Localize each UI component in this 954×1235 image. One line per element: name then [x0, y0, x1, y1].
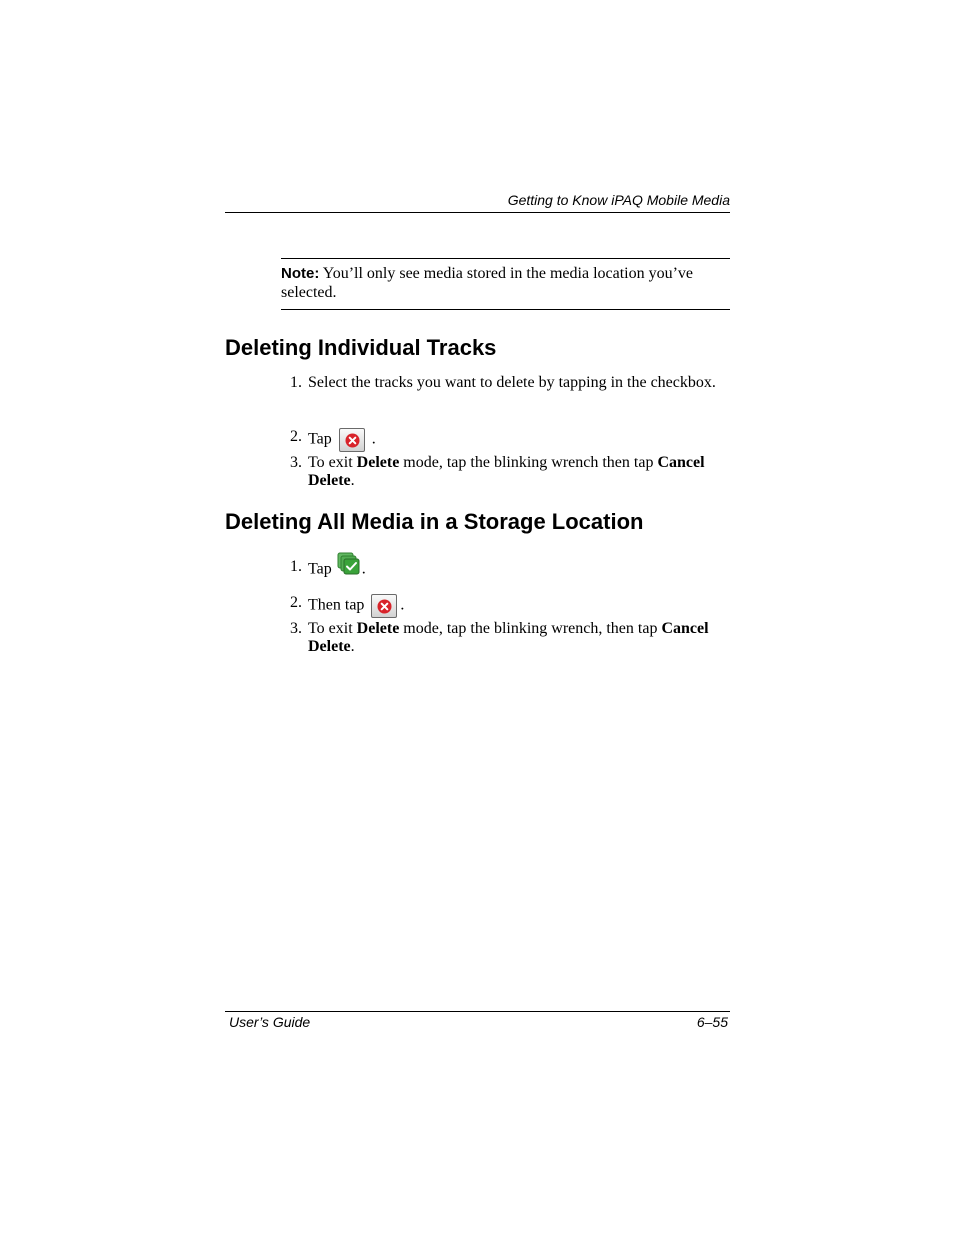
step-text	[308, 594, 730, 618]
step-text-pre: Tap	[308, 430, 332, 448]
note-bottom-rule	[281, 309, 730, 310]
step-number: 2.	[290, 594, 302, 611]
running-footer	[229, 1012, 728, 1032]
step-text-part: To exit	[308, 454, 357, 471]
step-text	[308, 620, 730, 656]
select-all-icon	[336, 558, 362, 582]
footer-guide-title: User’s Guide	[229, 1014, 311, 1030]
step-text: Select the tracks you want to delete by tapping in the checkbox.	[308, 374, 716, 391]
step-bold-cancel-delete: Cancel Delete	[308, 454, 705, 489]
step-number: 2.	[290, 428, 302, 445]
step-text	[308, 558, 730, 582]
header-rule	[225, 212, 730, 213]
step-text	[308, 428, 730, 452]
step-number: 1.	[290, 374, 302, 391]
step-number: 3.	[290, 620, 302, 637]
step-text-post: .	[361, 560, 366, 578]
note-label: Note:	[281, 265, 320, 282]
step-text-part: mode, tap the blinking wrench, then tap	[399, 620, 662, 637]
step-text-post: .	[371, 430, 376, 448]
section-heading-individual-tracks: Deleting Individual Tracks	[225, 335, 497, 360]
step-text-part: To exit	[308, 620, 357, 637]
page-number: 6–55	[696, 1014, 728, 1030]
note-box	[281, 264, 730, 302]
step-number: 1.	[290, 558, 302, 575]
step-text-part: .	[350, 638, 355, 655]
note-text: You’ll only see media stored in the media location you’ve selected.	[281, 265, 694, 301]
step-text-part: mode, tap the blinking wrench then tap	[399, 454, 658, 471]
step-text-post: .	[400, 596, 405, 614]
delete-icon	[339, 428, 365, 452]
note-top-rule	[281, 258, 730, 259]
step-bold-cancel-delete: Cancel Delete	[308, 620, 709, 655]
delete-icon	[371, 594, 397, 618]
section-heading-all-media: Deleting All Media in a Storage Location	[225, 509, 644, 534]
step-text-part: .	[350, 472, 355, 489]
step-bold-delete: Delete	[356, 454, 400, 471]
running-header: Getting to Know iPAQ Mobile Media	[507, 192, 730, 208]
step-bold-delete: Delete	[356, 620, 400, 637]
step-text-pre: Then tap	[308, 596, 365, 614]
step-number: 3.	[290, 454, 302, 471]
step-text-pre: Tap	[308, 560, 332, 578]
step-text	[308, 454, 730, 490]
